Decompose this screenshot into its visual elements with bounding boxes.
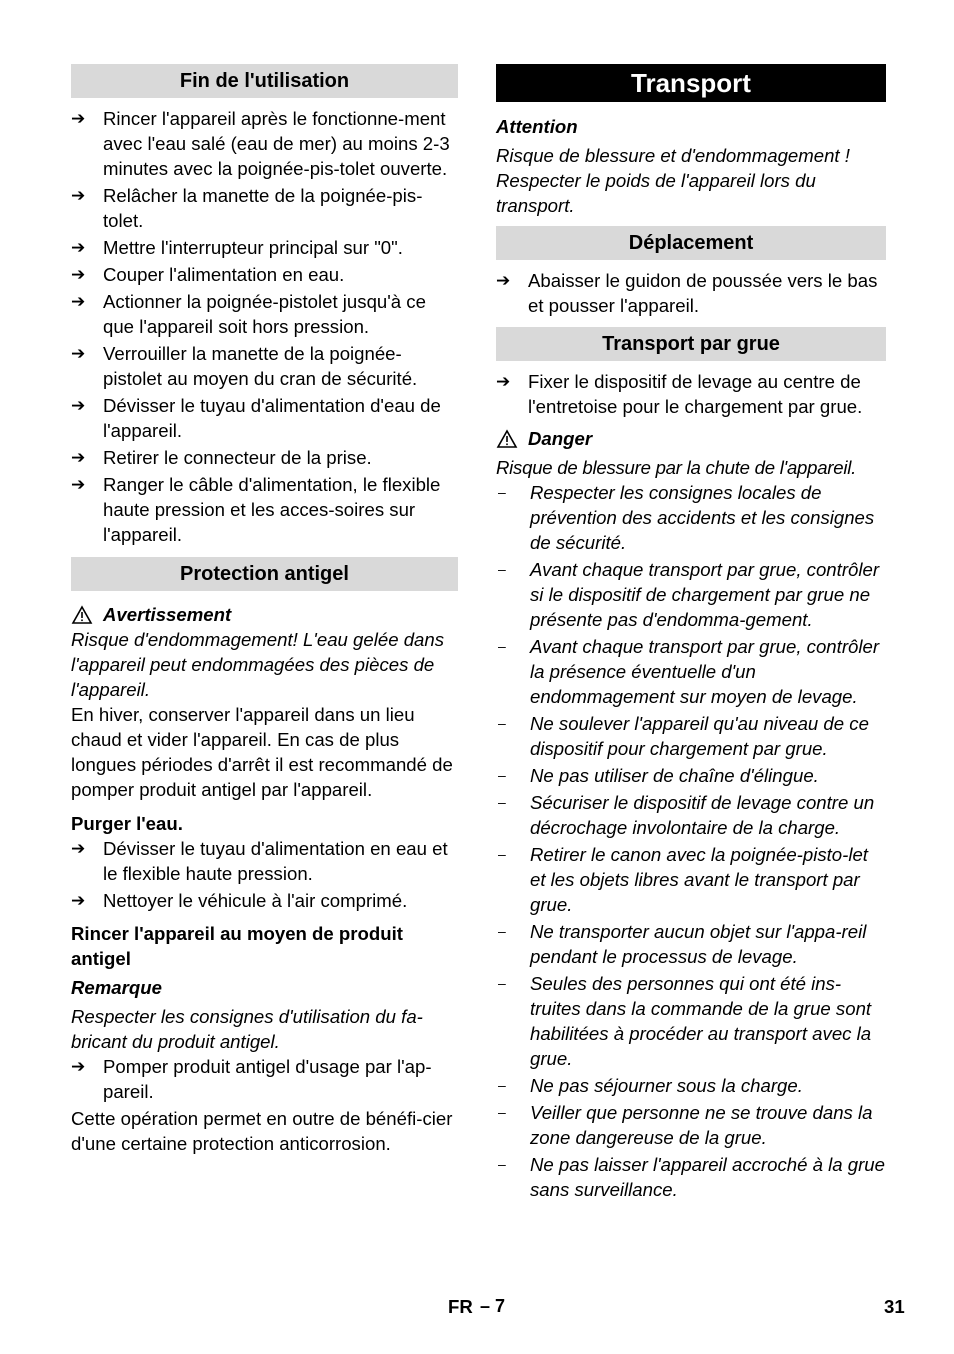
list-item [71, 183, 458, 233]
danger-text: Risque de blessure par la chute de l'appareil. [496, 457, 857, 478]
arrow-right-icon: ➔ [71, 344, 86, 363]
list-item [71, 235, 458, 260]
list-item [496, 763, 886, 788]
list-item [71, 1054, 458, 1104]
list-item [71, 472, 458, 547]
arrow-right-icon: ➔ [71, 265, 86, 284]
dash-bullet-icon: – [498, 561, 506, 577]
list-item [496, 369, 886, 419]
avertissement-text: Risque d'endommagement! L'eau gelée dans l'appareil peut endommagées des pièces de l'appareil. [71, 629, 445, 700]
warning-triangle-icon [496, 429, 518, 449]
avertissement-label: Avertissement [103, 604, 232, 625]
avertissement-heading [71, 602, 458, 627]
list-item [71, 262, 458, 287]
list-item-text: Pomper produit antigel d'usage par l'ap-pareil. [103, 1056, 432, 1102]
list-item-text: Ne pas séjourner sous la charge. [530, 1075, 803, 1096]
arrow-right-icon: ➔ [71, 238, 86, 257]
list-item [496, 971, 886, 1071]
list-item-text: Avant chaque transport par grue, contrôler si le dispositif de chargement par grue ne présente pas d'endomma-gement. [530, 559, 880, 630]
list-item-text: Seules des personnes qui ont été ins-truites dans la commande de la grue sont habilitées à procéder au transport avec la grue. [530, 973, 872, 1069]
arrow-right-icon: ➔ [71, 292, 86, 311]
footer-lang: FR [448, 1296, 473, 1317]
arrow-right-icon: ➔ [496, 372, 511, 391]
dash-bullet-icon: – [498, 794, 506, 810]
arrow-right-icon: ➔ [71, 396, 86, 415]
list-item [71, 445, 458, 470]
list-item [71, 341, 458, 391]
warning-triangle-icon [71, 605, 93, 625]
arrow-right-icon: ➔ [71, 475, 86, 494]
list-item [496, 790, 886, 840]
rincer-list [71, 1054, 458, 1104]
dash-bullet-icon: – [498, 923, 506, 939]
purger-title: Purger l'eau. [71, 813, 183, 834]
arrow-right-icon: ➔ [496, 271, 511, 290]
list-item-text: Avant chaque transport par grue, contrôler la présence éventuelle d'un endommagement sur moyen de levage. [530, 636, 880, 707]
list-item-text: Retirer le connecteur de la prise. [103, 447, 372, 468]
danger-heading [496, 426, 886, 451]
list-item [496, 268, 886, 318]
arrow-right-icon: ➔ [71, 448, 86, 467]
list-item [71, 393, 458, 443]
attention-label: Attention [496, 116, 578, 137]
list-item [496, 1152, 886, 1202]
list-item [71, 888, 458, 913]
list-item [496, 842, 886, 917]
dash-bullet-icon: – [498, 975, 506, 991]
right-column [496, 64, 886, 1204]
final-text: Cette opération permet en outre de bénéfi-cier d'une certaine protection anticorrosion. [71, 1108, 453, 1154]
left-column [71, 64, 458, 1156]
hiver-text: En hiver, conserver l'appareil dans un lieu chaud et vider l'appareil. En cas de plus longues périodes d'arrêt il est recommandé de pomper produit antigel par l'appareil. [71, 704, 453, 800]
dash-bullet-icon: – [498, 1156, 506, 1172]
dash-bullet-icon: – [498, 1077, 506, 1093]
dash-bullet-icon: – [498, 484, 506, 500]
list-item [496, 480, 886, 555]
remarque-label: Remarque [71, 977, 162, 998]
list-item [496, 1073, 886, 1098]
list-item-text: Fixer le dispositif de levage au centre de l'entretoise pour le chargement par grue. [528, 371, 863, 417]
list-item [71, 289, 458, 339]
arrow-right-icon: ➔ [71, 1057, 86, 1076]
dash-bullet-icon: – [498, 715, 506, 731]
list-item-text: Couper l'alimentation en eau. [103, 264, 345, 285]
list-item-text: Abaisser le guidon de poussée vers le bas et pousser l'appareil. [528, 270, 878, 316]
remarque-text: Respecter les consignes d'utilisation du fa-bricant du produit antigel. [71, 1006, 423, 1052]
deplacement-list [496, 268, 886, 318]
list-item-text: Ne transporter aucun objet sur l'appa-reil pendant le processus de levage. [530, 921, 867, 967]
danger-list [496, 480, 886, 1202]
list-item-text: Verrouiller la manette de la poignée-pistolet au moyen du cran de sécurité. [103, 343, 418, 389]
list-item-text: Dévisser le tuyau d'alimentation en eau et le flexible haute pression. [103, 838, 448, 884]
arrow-right-icon: ➔ [71, 891, 86, 910]
list-item-text: Ne pas utiliser de chaîne d'élingue. [530, 765, 819, 786]
list-item-text: Ne soulever l'appareil qu'au niveau de ce dispositif pour chargement par grue. [530, 713, 869, 759]
arrow-right-icon: ➔ [71, 109, 86, 128]
list-item-text: Retirer le canon avec la poignée-pisto-let et les objets libres avant le transport par grue. [530, 844, 868, 915]
arrow-right-icon: ➔ [71, 839, 86, 858]
list-item-text: Mettre l'interrupteur principal sur "0". [103, 237, 403, 258]
dash-bullet-icon: – [498, 1104, 506, 1120]
dash-bullet-icon: – [498, 638, 506, 654]
list-item [71, 106, 458, 181]
arrow-right-icon: ➔ [71, 186, 86, 205]
list-item-text: Dévisser le tuyau d'alimentation d'eau de l'appareil. [103, 395, 441, 441]
transport-title: Transport [496, 64, 886, 102]
section-title-fin: Fin de l'utilisation [71, 64, 458, 98]
section-title-grue: Transport par grue [496, 327, 886, 361]
list-item [496, 711, 886, 761]
dash-bullet-icon: – [498, 767, 506, 783]
list-item-text: Respecter les consignes locales de prévention des accidents et les consignes de sécurité. [530, 482, 875, 553]
list-item-text: Actionner la poignée-pistolet jusqu'à ce que l'appareil soit hors pression. [103, 291, 426, 337]
list-item-text: Ne pas laisser l'appareil accroché à la grue sans surveillance. [530, 1154, 885, 1200]
footer-page-number: 31 [884, 1296, 905, 1317]
grue-list [496, 369, 886, 419]
list-item [496, 557, 886, 632]
list-item-text: Rincer l'appareil après le fonctionne-ment avec l'eau salé (eau de mer) au moins 2-3 minutes avec la poignée-pis-tolet ouverte. [103, 108, 450, 179]
list-item [496, 634, 886, 709]
section-title-deplacement: Déplacement [496, 226, 886, 260]
list-item-text: Sécuriser le dispositif de levage contre un décrochage involontaire de la charge. [530, 792, 875, 838]
purger-list [71, 836, 458, 913]
list-item-text: Relâcher la manette de la poignée-pis-tolet. [103, 185, 423, 231]
footer-section: – 7 [480, 1296, 506, 1316]
list-item-text: Ranger le câble d'alimentation, le flexible haute pression et les acces-soires sur l'appareil. [103, 474, 441, 545]
dash-bullet-icon: – [498, 846, 506, 862]
list-item [71, 836, 458, 886]
list-item-text: Nettoyer le véhicule à l'air comprimé. [103, 890, 408, 911]
list-item-text: Veiller que personne ne se trouve dans la zone dangereuse de la grue. [530, 1102, 873, 1148]
rincer-title: Rincer l'appareil au moyen de produit antigel [71, 923, 403, 969]
fin-list [71, 106, 458, 547]
list-item [496, 1100, 886, 1150]
list-item [496, 919, 886, 969]
attention-text: Risque de blessure et d'endommagement ! Respecter le poids de l'appareil lors du transport. [496, 145, 850, 216]
danger-label: Danger [528, 428, 593, 449]
section-title-antigel: Protection antigel [71, 557, 458, 591]
